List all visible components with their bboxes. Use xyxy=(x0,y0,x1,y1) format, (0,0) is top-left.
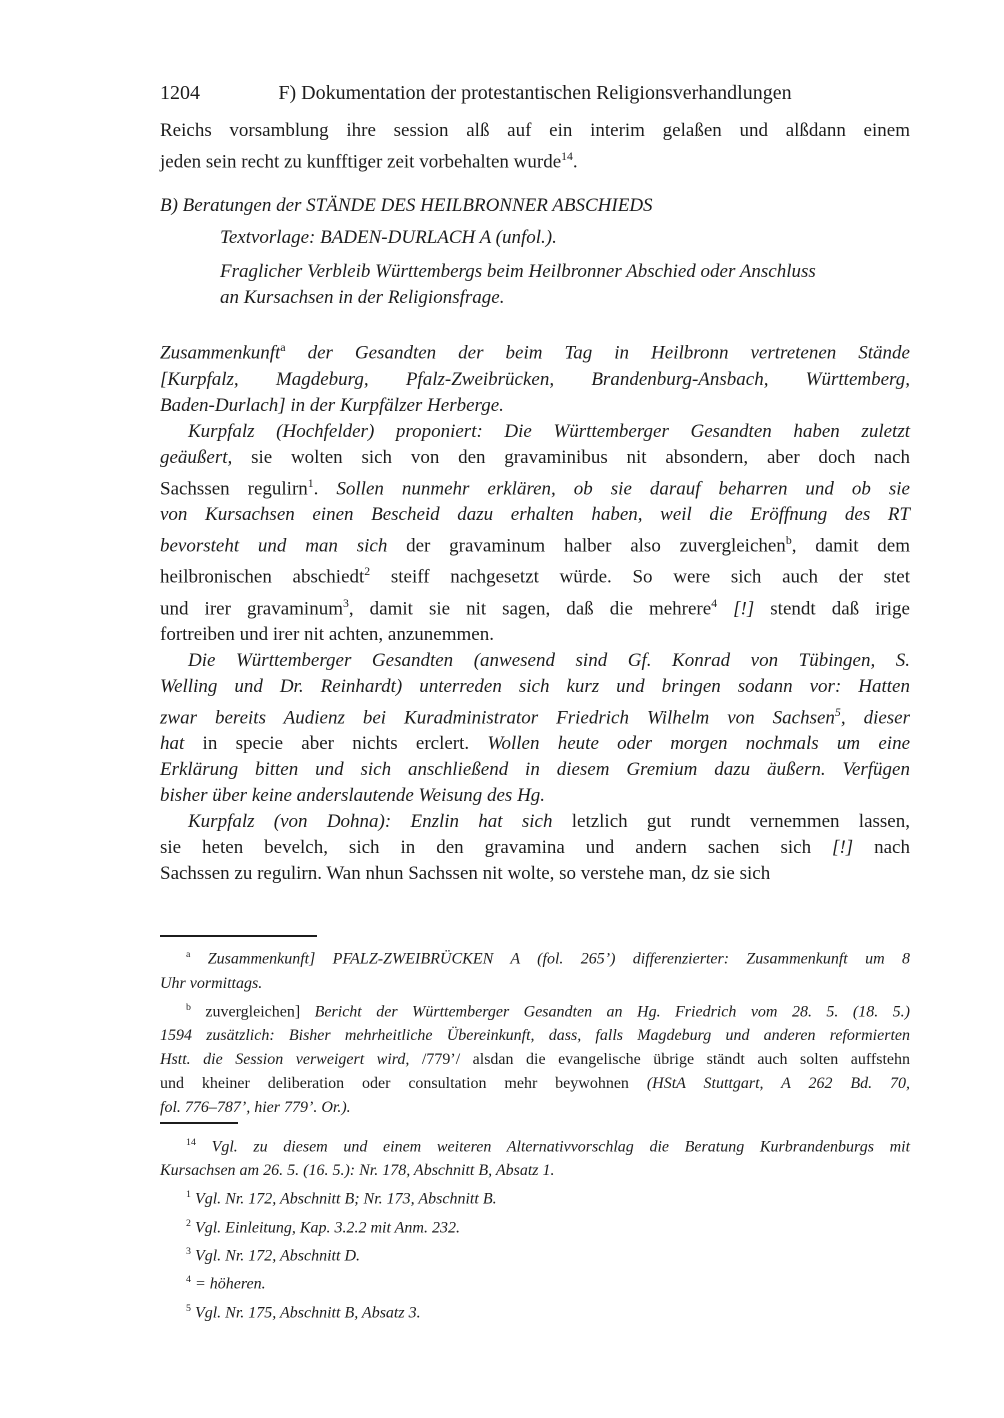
text-line xyxy=(160,731,910,757)
text-line xyxy=(160,1297,910,1325)
footnote-4 xyxy=(160,1268,910,1296)
footnote-marker: a xyxy=(186,949,191,961)
text-run: Sachssen regulirn xyxy=(160,477,308,499)
text-run: [!] xyxy=(733,597,755,619)
text-line xyxy=(160,193,910,219)
text-line xyxy=(160,471,910,502)
footnote-marker: 2 xyxy=(186,1217,191,1229)
text-run: = höheren. xyxy=(194,1275,266,1293)
text-run: und kheiner deliberation oder consultation mehr beywohnen xyxy=(160,1074,647,1092)
text-run: Die Württemberger Gesandten (anwesend sind Gf. Konrad von Tübingen, S. xyxy=(188,649,910,671)
footnote-marker: b xyxy=(186,1001,191,1013)
text-run: Kurpfalz (Hochfelder) proponiert: Die Württemberger Gesandten haben zuletzt xyxy=(188,420,910,442)
footnote-reference: b xyxy=(785,533,792,547)
text-line xyxy=(160,393,910,419)
text-run: Vgl. Einleitung, Kap. 3.2.2 mit Anm. 232. xyxy=(194,1218,460,1236)
text-line xyxy=(220,259,910,285)
critical-apparatus-footnotes xyxy=(160,943,910,1120)
text-line xyxy=(160,1024,910,1048)
text-line xyxy=(160,559,910,590)
text-line xyxy=(160,700,910,731)
text-run: Sollen nunmehr erklären, ob sie darauf beharren und ob sie xyxy=(336,477,910,499)
text-line xyxy=(160,648,910,674)
paragraph-wuerttemberger-gesandte xyxy=(160,648,910,809)
footnote-marker: 3 xyxy=(186,1245,191,1257)
text-line xyxy=(160,835,910,861)
text-run: Fraglicher Verbleib Württembergs beim Heilbronner Abschied oder Anschluss xyxy=(220,261,816,283)
page-header xyxy=(160,80,910,106)
text-run xyxy=(717,598,733,619)
text-line xyxy=(160,1268,910,1296)
regest-summary xyxy=(160,259,910,311)
footnote-1 xyxy=(160,1183,910,1211)
text-line xyxy=(160,1183,910,1211)
main-text xyxy=(160,118,910,887)
text-line xyxy=(160,943,910,971)
text-run: Baden-Durlach] in der Kurpfälzer Herberge. xyxy=(160,394,504,416)
text-line xyxy=(160,972,910,996)
text-line xyxy=(160,1159,910,1183)
text-line xyxy=(160,335,910,366)
text-run: sie heten bevelch, sich in den gravamina und andern sachen sich xyxy=(160,837,833,859)
text-run: der Gesandten der beim Tag in Heilbronn vertretenen Stände xyxy=(285,342,910,364)
footnote-reference: 3 xyxy=(342,596,349,610)
text-run: [!] xyxy=(832,837,854,859)
paragraph-continuation xyxy=(160,118,910,175)
footnote-separator-rule-1 xyxy=(160,935,317,937)
running-head: F) Dokumentation der protestantischen Religionsverhandlungen xyxy=(278,82,792,104)
text-line xyxy=(160,757,910,783)
footnote-reference: 14 xyxy=(561,150,573,163)
text-line xyxy=(160,118,910,144)
footnote-2 xyxy=(160,1212,910,1240)
footnote-marker: 14 xyxy=(186,1136,196,1148)
text-line xyxy=(160,1048,910,1072)
text-line xyxy=(160,674,910,700)
text-run: Vgl. Nr. 175, Abschnitt B, Absatz 3. xyxy=(194,1303,421,1321)
text-run: Wollen heute oder morgen nochmals um eine xyxy=(487,733,911,755)
footnote-a xyxy=(160,943,910,995)
text-run: Uhr vormittags. xyxy=(160,974,263,992)
text-run: Welling und Dr. Reinhardt) unterreden sich kurz und bringen sodann vor: Hatten xyxy=(160,675,910,697)
text-run: bisher über keine anderslautende Weisung des Hg. xyxy=(160,785,546,807)
text-run: Kurpfalz (von Dohna): Enzlin hat sich xyxy=(188,811,572,833)
text-line xyxy=(220,225,910,251)
text-line xyxy=(160,1131,910,1159)
text-run: nach xyxy=(853,837,910,859)
text-run: stendt daß irige xyxy=(754,597,910,619)
paragraph-kurpfalz-hochfelder xyxy=(160,419,910,648)
text-run: B) Beratungen der STÄNDE DES HEILBRONNER ABSCHIEDS xyxy=(160,195,653,217)
text-run: von Kursachsen einen Bescheid dazu erhalten haben, weil die Eröffnung des RT xyxy=(160,503,910,525)
text-run: an Kursachsen in der Religionsfrage. xyxy=(220,287,505,309)
text-run: fortreiben und irer nit achten, anzunemmen. xyxy=(160,623,494,645)
text-line xyxy=(160,809,910,835)
text-run: Zusammenkunft xyxy=(160,342,281,364)
footnote-marker: 5 xyxy=(186,1302,191,1314)
text-run: Textvorlage: BADEN-DURLACH A (unfol.). xyxy=(220,227,557,249)
text-run: der gravaminum halber also zuvergleichen xyxy=(406,535,786,557)
text-line xyxy=(160,367,910,393)
footnote-reference: a xyxy=(280,341,286,355)
text-run: Hstt. die Session verweigert wird, xyxy=(160,1050,422,1068)
text-line xyxy=(160,1072,910,1096)
text-run: steiff nachgesetzt würde. So were sich auch der stet xyxy=(370,566,910,588)
text-line xyxy=(160,1096,910,1120)
text-line xyxy=(160,144,910,175)
footnote-marker: 4 xyxy=(186,1274,191,1286)
text-run: in specie aber nichts erclert. xyxy=(202,733,488,755)
text-run: letzlich gut rundt vernemmen lassen, xyxy=(571,811,910,833)
text-run: Bericht der Württemberger Gesandten an Hg. Friedrich vom 28. 5. (18. 5.) xyxy=(314,1002,911,1020)
text-run: geäußert, xyxy=(160,446,233,468)
text-run: (HStA Stuttgart, A 262 Bd. 70, xyxy=(646,1074,910,1092)
text-run: zuvergleichen] xyxy=(205,1002,315,1020)
footnote-reference: 5 xyxy=(834,705,841,719)
text-line xyxy=(160,783,910,809)
section-heading xyxy=(160,193,910,219)
commentary-footnotes xyxy=(160,1131,910,1325)
text-line xyxy=(160,1212,910,1240)
text-run: sie wolten sich von den gravaminibus nit absondern, aber doch nach xyxy=(232,446,910,468)
text-run: , damit dem xyxy=(791,535,910,557)
text-line xyxy=(160,996,910,1024)
text-line xyxy=(160,419,910,445)
text-line xyxy=(160,528,910,559)
footnote-14 xyxy=(160,1131,910,1183)
text-run: zwar bereits Audienz bei Kuradministrator Friedrich Wilhelm von Sachsen xyxy=(160,707,835,729)
footnote-reference: 2 xyxy=(364,565,371,579)
text-run: Vgl. Nr. 172, Abschnitt B; Nr. 173, Abschnitt B. xyxy=(194,1190,497,1208)
text-run: jeden sein recht zu kunfftiger zeit vorbehalten wurde xyxy=(160,151,562,173)
text-run: hat xyxy=(160,733,203,755)
text-run: [Kurpfalz, Magdeburg, Pfalz-Zweibrücken, Brandenburg-Ansbach, Württemberg, xyxy=(160,368,910,390)
footnote-reference: 4 xyxy=(711,596,718,610)
text-line xyxy=(160,502,910,528)
text-run: , dieser xyxy=(840,707,910,729)
paragraph-kurpfalz-von-dohna xyxy=(160,809,910,887)
footnote-reference: 1 xyxy=(307,476,314,490)
text-run: 1594 zusätzlich: Bisher mehrheitliche Übereinkunft, dass, falls Magdeburg und anderen reformierten xyxy=(160,1026,910,1044)
text-run: heilbronischen abschiedt xyxy=(160,566,365,588)
footnote-5 xyxy=(160,1297,910,1325)
text-run: und irer gravaminum xyxy=(160,597,343,619)
text-line xyxy=(160,445,910,471)
text-run: , damit sie nit sagen, daß die mehrere xyxy=(348,597,712,619)
text-run: Vgl. Nr. 172, Abschnitt D. xyxy=(194,1247,360,1265)
text-run: . xyxy=(313,477,337,499)
text-run: Zusammenkunft] PFALZ-ZWEIBRÜCKEN A (fol. 265’) differenzierter: Zusammenkunft um 8 xyxy=(207,950,910,968)
footnote-separator-rule-2 xyxy=(160,1122,238,1124)
text-run: Reichs vorsamblung ihre session alß auf ein interim gelaßen und alßdann einem xyxy=(160,120,910,141)
text-run: fol. 776–787’, hier 779’. Or.). xyxy=(160,1098,351,1116)
text-run: Kursachsen am 26. 5. (16. 5.): Nr. 178, Abschnitt B, Absatz 1. xyxy=(160,1162,555,1180)
text-line xyxy=(160,622,910,648)
footnote-3 xyxy=(160,1240,910,1268)
page-number: 1204 xyxy=(160,82,200,104)
text-run: Vgl. zu diesem und einem weiteren Alternativvorschlag die Beratung Kurbrandenburgs mit xyxy=(211,1138,911,1156)
text-run: /779’/ alsdan die evangelische übrige ständt auch solten auffstehn xyxy=(421,1050,910,1068)
text-line xyxy=(160,1240,910,1268)
text-run: bevorsteht und man sich xyxy=(160,535,407,557)
text-line xyxy=(160,591,910,622)
paragraph-zusammenkunft xyxy=(160,335,910,418)
textvorlage-note xyxy=(160,225,910,251)
text-run: Sachssen zu regulirn. Wan nhun Sachssen nit wolte, so verstehe man, dz sie sich xyxy=(160,863,771,885)
text-line xyxy=(160,861,910,887)
text-line xyxy=(220,285,910,311)
footnote-b xyxy=(160,996,910,1120)
text-run: . xyxy=(572,151,578,173)
text-run: Erklärung bitten und sich anschließend in diesem Gremium dazu äußern. Verfügen xyxy=(160,759,910,781)
footnote-marker: 1 xyxy=(186,1189,191,1201)
